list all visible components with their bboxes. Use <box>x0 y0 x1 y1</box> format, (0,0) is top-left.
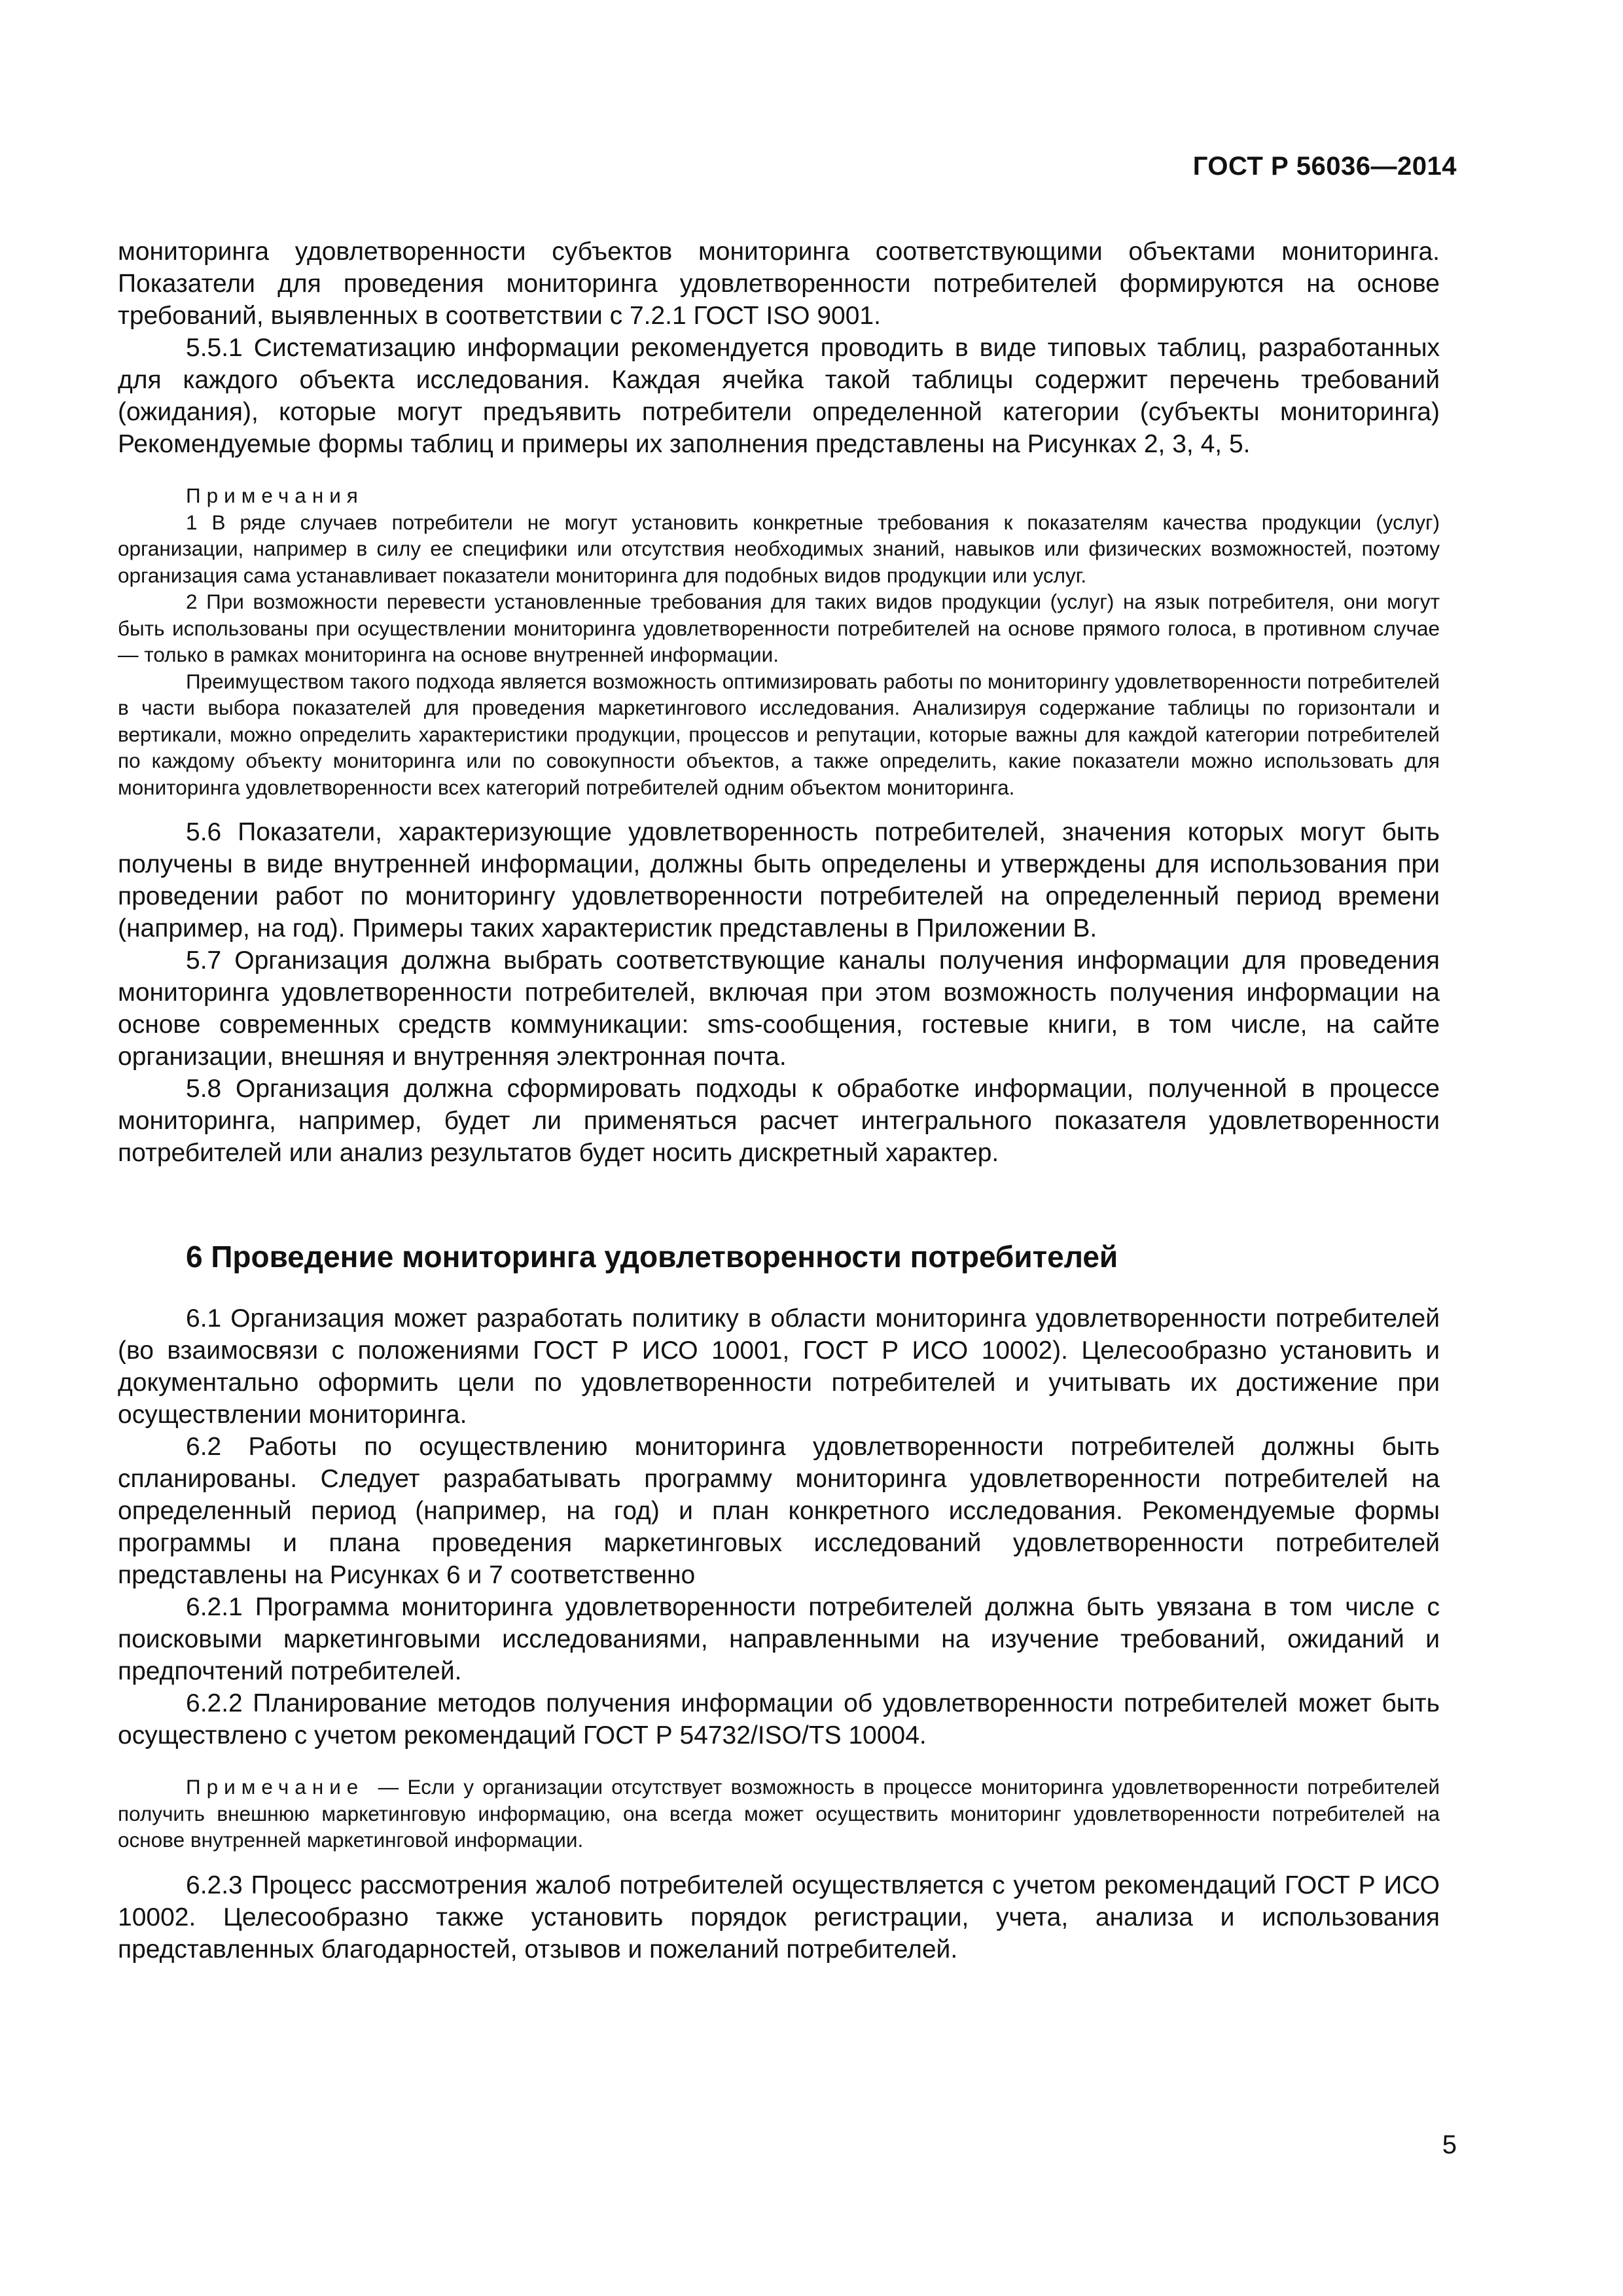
page-number: 5 <box>1442 2130 1457 2159</box>
paragraph-6-2-3: 6.2.3 Процесс рассмотрения жалоб потребителей осуществляется с учетом рекомендаций ГОСТ Р ИСО 10002. Целесообразно также установить порядок регистрации, учета, анализа и использования представленных благодарностей, отзывов и пожеланий потребителей. <box>118 1871 1440 1964</box>
section-6-heading: 6 Проведение мониторинга удовлетворенности потребителей <box>186 1240 1118 1274</box>
note-single <box>118 1774 1440 1854</box>
standard-header: ГОСТ Р 56036—2014 <box>1192 152 1457 181</box>
paragraph-6-1: 6.1 Организация может разработать политику в области мониторинга удовлетворенности потребителей (во взаимосвязи с положениями ГОСТ Р ИСО 10001, ГОСТ Р ИСО 10002). Целесообразно установить и документально оформить цели по удовлетворенности потребителей и учитывать их достижение при осуществлении мониторинга. <box>118 1304 1440 1429</box>
note-single-heading: Примечание <box>186 1775 365 1799</box>
note-2: 2 При возможности перевести установленные требования для таких видов продукции (услуг) на язык потребителя, они могут быть использованы при осуществлении мониторинга удовлетворенности потребителей на основе прямого голоса, в противном случае — только в рамках мониторинга на основе внутренней информации. <box>118 590 1440 666</box>
paragraph-5-6: 5.6 Показатели, характеризующие удовлетворенность потребителей, значения которых могут быть получены в виде внутренней информации, должны быть определены и утверждены для использования при проведении работ по мониторингу удовлетворенности потребителей на определенный период времени (например, на год). Примеры таких характеристик представлены в Приложении В. <box>118 818 1440 942</box>
paragraph-6-2: 6.2 Работы по осуществлению мониторинга удовлетворенности потребителей должны быть спланированы. Следует разрабатывать программу мониторинга удовлетворенности потребителей на определенный период (например, на год) и план конкретного исследования. Рекомендуемые формы программы и плана проведения маркетинговых исследований удовлетворенности потребителей представлены на Рисунках 6 и 7 соответственно <box>118 1433 1440 1589</box>
note-1: 1 В ряде случаев потребители не могут установить конкретные требования к показателям качества продукции (услуг) организации, например в силу ее специфики или отсутствия необходимых знаний, навыков или физических возможностей, поэтому организация сама устанавливает показатели мониторинга для подобных видов продукции или услуг. <box>118 510 1440 587</box>
paragraph-5-8: 5.8 Организация должна сформировать подходы к обработке информации, полученной в процессе мониторинга, например, будет ли применяться расчет интегрального показателя удовлетворенности потребителей или анализ результатов будет носить дискретный характер. <box>118 1075 1440 1167</box>
paragraph-6-2-2: 6.2.2 Планирование методов получения информации об удовлетворенности потребителей может быть осуществлено с учетом рекомендаций ГОСТ Р 54732/ISO/TS 10004. <box>118 1689 1440 1749</box>
paragraph-5-7: 5.7 Организация должна выбрать соответствующие каналы получения информации для проведения мониторинга удовлетворенности потребителей, включая при этом возможность получения информации на основе современных средств коммуникации: sms-сообщения, гостевые книги, в том числе, на сайте организации, внешняя и внутренняя электронная почта. <box>118 946 1440 1071</box>
paragraph-continuation: мониторинга удовлетворенности субъектов мониторинга соответствующими объектами мониторинга. Показатели для проведения мониторинга удовлетворенности потребителей формируются на основе требований, выявленных в соответствии с 7.2.1 ГОСТ ISO 9001. <box>118 238 1440 330</box>
note-single-text: — Если у организации отсутствует возможность в процессе мониторинга удовлетворенности потребителей получить внешнюю маркетинговую информацию, она всегда может осуществить мониторинг удовлетворенности потребителей на основе внутренней маркетинговой информации. <box>118 1775 1440 1852</box>
paragraph-5-5-1: 5.5.1 Систематизацию информации рекомендуется проводить в виде типовых таблиц, разработанных для каждого объекта исследования. Каждая ячейка такой таблицы содержит перечень требований (ожидания), которые могут предъявить потребители определенной категории (субъекты мониторинга) Рекомендуемые формы таблиц и примеры их заполнения представлены на Рисунках 2, 3, 4, 5. <box>118 334 1440 458</box>
note-2-continuation: Преимуществом такого подхода является возможность оптимизировать работы по мониторингу удовлетворенности потребителей в части выбора показателей для проведения маркетингового исследования. Анализируя содержание таблицы по горизонтали и вертикали, можно определить характеристики продукции, процессов и репутации, которые важны для каждой категории потребителей по каждому объекту мониторинга или по совокупности объектов, а также определить, какие показатели можно использовать для мониторинга удовлетворенности всех категорий потребителей одним объектом мониторинга. <box>118 669 1440 799</box>
document-body <box>118 236 1440 1965</box>
notes-block <box>118 482 1440 800</box>
notes-heading: Примечания <box>186 484 364 507</box>
paragraph-6-2-1: 6.2.1 Программа мониторинга удовлетворенности потребителей должна быть увязана в том числе с поисковыми маркетинговыми исследованиями, направленными на изучение требований, ожиданий и предпочтений потребителей. <box>118 1593 1440 1685</box>
